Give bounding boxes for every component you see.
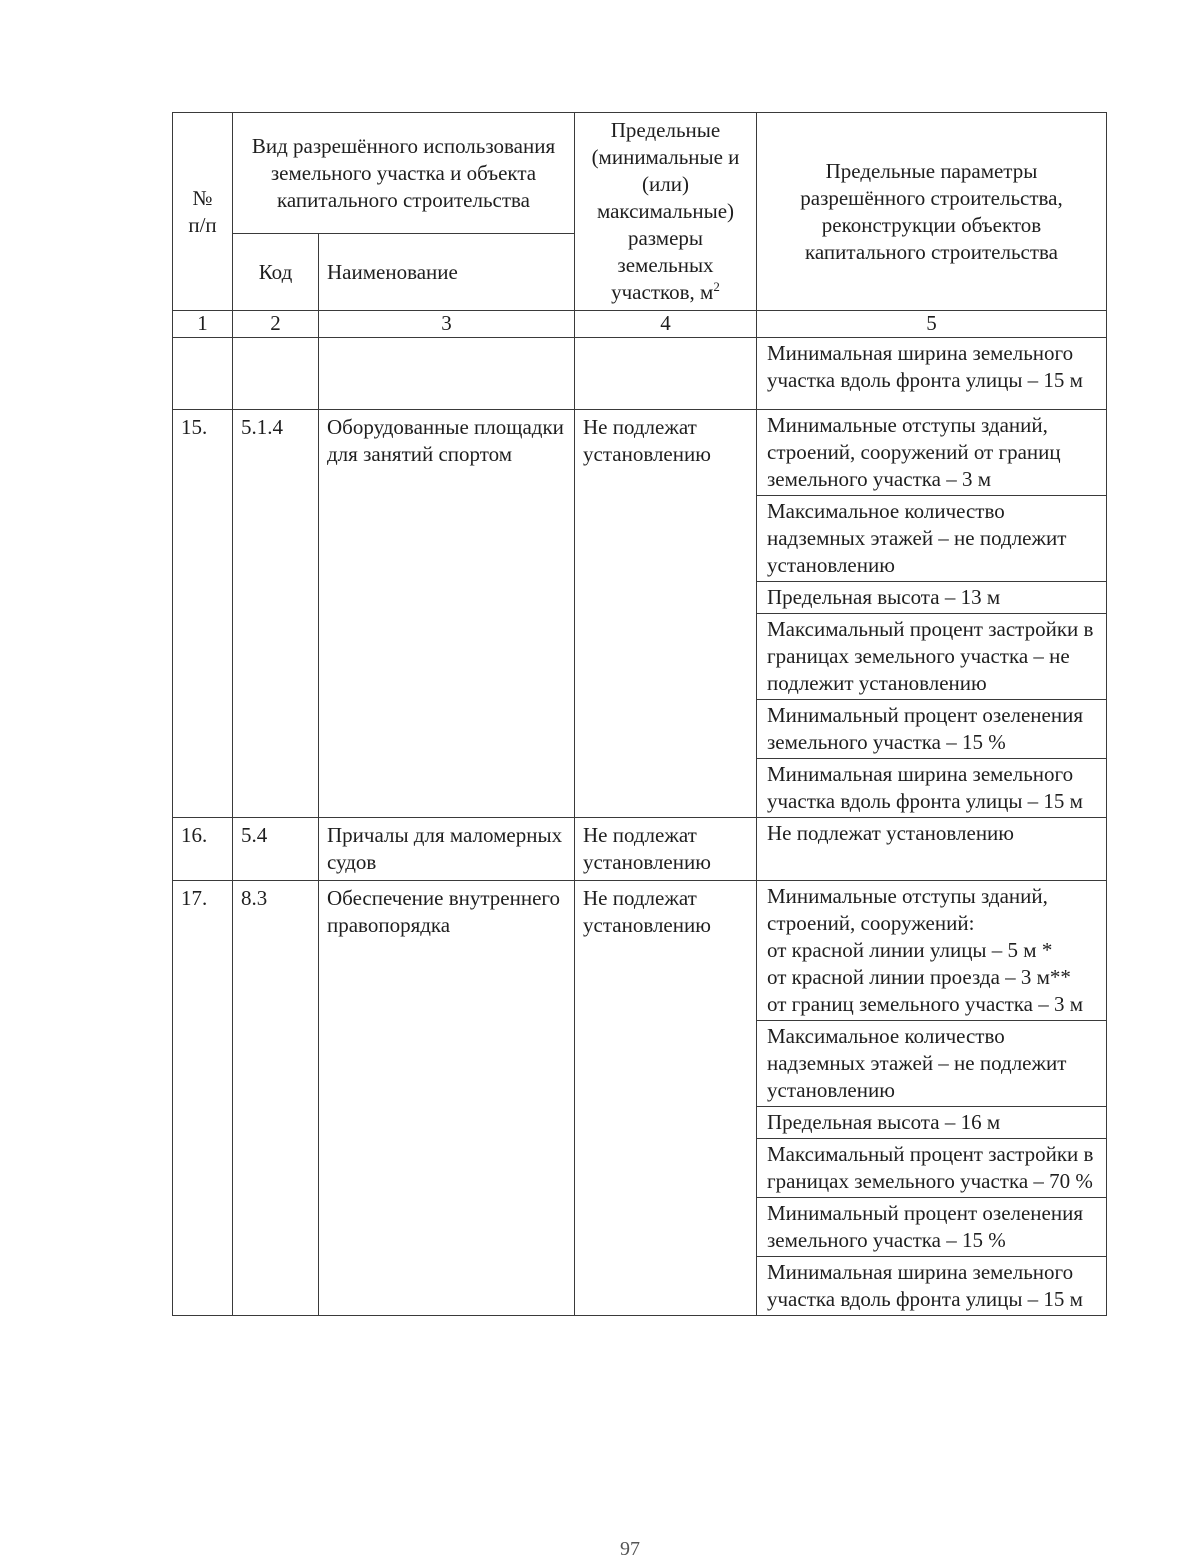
column-number: 2 [233, 311, 319, 338]
row-size: Не подлежат установлению [575, 818, 757, 881]
table-header-row [173, 113, 1107, 234]
row-name: Обеспечение внутреннего правопорядка [319, 881, 575, 1316]
column-number: 3 [319, 311, 575, 338]
row-size [575, 338, 757, 410]
param-item: Минимальные отступы зданий, строений, сооружений от границ земельного участка – 3 м [757, 410, 1106, 496]
param-item: Максимальное количество надземных этажей – не подлежит установлению [757, 1021, 1106, 1107]
table-row [173, 818, 1107, 881]
param-item: Максимальное количество надземных этажей – не подлежит установлению [757, 496, 1106, 582]
header-plot-size-text: Предельные (минимальные и (или) максимальные) размеры земельных участков, м [591, 118, 740, 304]
column-number: 5 [757, 311, 1107, 338]
row-code: 5.1.4 [233, 410, 319, 818]
row-params [757, 818, 1107, 881]
row-code: 8.3 [233, 881, 319, 1316]
param-item: Предельная высота – 16 м [757, 1107, 1106, 1139]
row-num: 17. [173, 881, 233, 1316]
header-plot-size [575, 113, 757, 311]
param-item: Минимальный процент озеленения земельного участка – 15 % [757, 1198, 1106, 1257]
row-name [319, 338, 575, 410]
row-code [233, 338, 319, 410]
row-num: 16. [173, 818, 233, 881]
row-size: Не подлежат установлению [575, 410, 757, 818]
row-name: Причалы для маломерных судов [319, 818, 575, 881]
param-item: Максимальный процент застройки в границах земельного участка – не подлежит установлению [757, 614, 1106, 700]
param-item: Не подлежат установлению [767, 821, 1014, 845]
header-params: Предельные параметры разрешённого строительства, реконструкции объектов капитального строительства [757, 113, 1107, 311]
table-row [173, 410, 1107, 818]
param-item: Предельная высота – 13 м [757, 582, 1106, 614]
row-size: Не подлежат установлению [575, 881, 757, 1316]
row-code: 5.4 [233, 818, 319, 881]
param-item: Минимальная ширина земельного участка вдоль фронта улицы – 15 м [767, 341, 1083, 392]
table-row [173, 338, 1107, 410]
row-params [757, 338, 1107, 410]
header-use-type: Вид разрешённого использования земельного участка и объекта капитального строительства [233, 113, 575, 234]
param-item: Минимальный процент озеленения земельного участка – 15 % [757, 700, 1106, 759]
row-params [757, 410, 1107, 818]
column-number: 4 [575, 311, 757, 338]
param-item: Минимальные отступы зданий, строений, сооружений: от красной линии улицы – 5 м * от красной линии проезда – 3 м** от границ земельного участка – 3 м [757, 881, 1106, 1021]
table-row [173, 881, 1107, 1316]
param-item: Минимальная ширина земельного участка вдоль фронта улицы – 15 м [767, 1260, 1083, 1311]
page-number: 97 [620, 1538, 640, 1560]
header-plot-size-sup: 2 [713, 279, 720, 294]
row-params [757, 881, 1107, 1316]
row-num [173, 338, 233, 410]
header-name: Наименование [319, 234, 575, 311]
column-number: 1 [173, 311, 233, 338]
row-num: 15. [173, 410, 233, 818]
header-code: Код [233, 234, 319, 311]
param-item: Минимальная ширина земельного участка вдоль фронта улицы – 15 м [767, 762, 1083, 813]
header-num: № п/п [173, 113, 233, 311]
param-item: Максимальный процент застройки в границах земельного участка – 70 % [757, 1139, 1106, 1198]
column-numbers-row [173, 311, 1107, 338]
row-name: Оборудованные площадки для занятий спортом [319, 410, 575, 818]
land-use-table [172, 112, 1107, 1316]
